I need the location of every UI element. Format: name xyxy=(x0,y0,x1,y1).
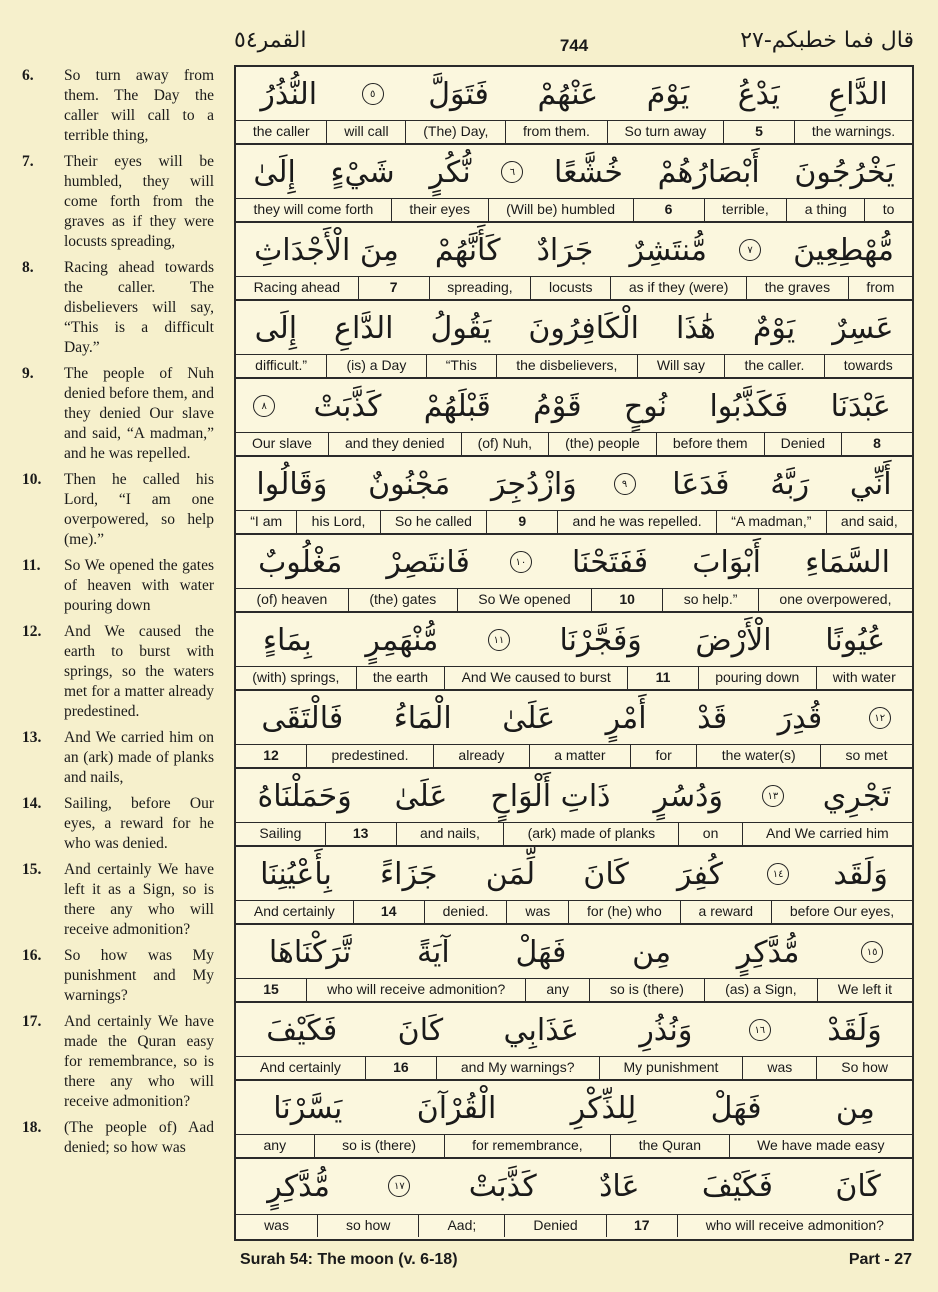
gloss-cell: from xyxy=(848,277,912,299)
gloss-cell: (The) Day, xyxy=(405,121,505,143)
gloss-cell: any xyxy=(525,979,589,1001)
gloss-cell: so help.” xyxy=(662,589,758,611)
verse-row xyxy=(236,1003,912,1081)
gloss-cell: the caller xyxy=(252,123,310,139)
arabic-word: قُدِرَ xyxy=(777,700,823,736)
gloss-cell: So turn away xyxy=(607,121,723,143)
arabic-word: وَنُذُرِ xyxy=(639,1012,693,1048)
verse-end-marker: ٨ xyxy=(253,395,275,417)
gloss-cell: before Our eyes, xyxy=(771,901,912,923)
verse-row xyxy=(236,1081,912,1159)
gloss-cell: one overpowered, xyxy=(758,589,912,611)
arabic-word: كَأَنَّهُمْ xyxy=(434,232,501,268)
translation-verse xyxy=(22,728,214,788)
verse-number: 15. xyxy=(22,861,42,878)
arabic-word: عَسِرٌ xyxy=(832,310,894,346)
gloss-cell: spreading, xyxy=(429,277,531,299)
arabic-word: مَجْنُونٌ xyxy=(368,466,451,502)
gloss-cell: (is) a Day xyxy=(326,355,425,377)
gloss-cell: locusts xyxy=(530,277,610,299)
gloss-cell: they will come forth xyxy=(253,201,374,217)
translation-verse xyxy=(22,860,214,940)
arabic-word: مِن xyxy=(835,1090,875,1126)
verse-row xyxy=(236,301,912,379)
arabic-word: يَخْرُجُونَ xyxy=(794,154,895,190)
gloss-verse-number: 14 xyxy=(353,901,424,923)
arabic-line xyxy=(236,925,912,979)
arabic-word: وَقَالُوا xyxy=(256,466,328,502)
arabic-word: خُشَّعًا xyxy=(554,154,623,190)
arabic-word: رَبَّهُ xyxy=(770,466,810,502)
arabic-line xyxy=(236,67,912,121)
gloss-verse-number: 7 xyxy=(358,277,429,299)
arabic-word: الْقُرْآنَ xyxy=(416,1090,497,1126)
verse-number: 14. xyxy=(22,795,42,812)
gloss-verse-number: 10 xyxy=(591,589,662,611)
verse-text: And certainly We have made the Quran easy for remembrance, so is there any who will receive admonition? xyxy=(64,1013,214,1110)
verse-row xyxy=(236,769,912,847)
gloss-cell: to xyxy=(864,199,912,221)
arabic-word: فَكَيْفَ xyxy=(266,1012,338,1048)
verse-row xyxy=(236,145,912,223)
verse-number: 9. xyxy=(22,365,34,382)
page-number: 744 xyxy=(559,36,589,55)
verse-text: Sailing, before Our eyes, a reward for he who was denied. xyxy=(64,795,214,852)
arabic-word: عَلَىٰ xyxy=(394,778,448,814)
gloss-cell: the graves xyxy=(746,277,848,299)
gloss-cell: the earth xyxy=(356,667,445,689)
arabic-word: مَغْلُوبٌ xyxy=(258,544,343,580)
gloss-cell: so is (there) xyxy=(314,1135,444,1157)
gloss-cell: their eyes xyxy=(391,199,488,221)
gloss-cell: for remembrance, xyxy=(444,1135,611,1157)
arabic-word: يَوْمَ xyxy=(646,76,690,112)
gloss-cell: was xyxy=(506,901,568,923)
arabic-word: قَدْ xyxy=(697,700,728,736)
arabic-word: مُّدَّكِرٍ xyxy=(267,1168,330,1204)
arabic-word: مِن xyxy=(632,934,672,970)
verse-number: 18. xyxy=(22,1119,42,1136)
gloss-line xyxy=(236,822,912,845)
gloss-cell: And certainly xyxy=(259,1059,341,1075)
gloss-line xyxy=(236,432,912,455)
arabic-word: كَذَّبَتْ xyxy=(468,1168,537,1204)
arabic-word: كَانَ xyxy=(835,1168,881,1204)
verse-text: And certainly We have left it as a Sign, so is there any who will receive admonition? xyxy=(64,861,214,938)
arabic-word: مُّنْهَمِرٍ xyxy=(365,622,439,658)
gloss-line xyxy=(236,900,912,923)
arabic-word: فَتَوَلَّ xyxy=(428,76,489,112)
gloss-cell: Our slave xyxy=(251,435,312,451)
arabic-line xyxy=(236,457,912,511)
gloss-verse-number: 16 xyxy=(365,1057,436,1079)
translation-verse xyxy=(22,946,214,1006)
arabic-word: شَيْءٍ xyxy=(330,154,395,190)
arabic-word: فَالْتَقَى xyxy=(261,700,344,736)
gloss-line xyxy=(236,744,912,767)
gloss-cell: towards xyxy=(824,355,912,377)
page-header xyxy=(234,28,914,62)
gloss-cell: and he was repelled. xyxy=(557,511,716,533)
verse-row xyxy=(236,223,912,301)
gloss-cell: We have made easy xyxy=(729,1135,912,1157)
gloss-cell: terrible, xyxy=(704,199,787,221)
arabic-word: فَدَعَا xyxy=(672,466,730,502)
juz-name-arabic: قال فما خطبكم-٢٧ xyxy=(740,28,914,53)
gloss-cell: pouring down xyxy=(698,667,816,689)
arabic-word: عَلَىٰ xyxy=(502,700,556,736)
arabic-word: مُّدَّكِرٍ xyxy=(736,934,800,970)
arabic-word: بِمَاءٍ xyxy=(262,622,312,658)
arabic-word: وَلَقَدْ xyxy=(827,1012,882,1048)
verse-text: Racing ahead towards the caller. The disbelievers will say, “This is a difficult Day.” xyxy=(64,259,214,356)
arabic-word: فَفَتَحْنَا xyxy=(572,544,649,580)
arabic-word: الدَّاعِ xyxy=(334,310,394,346)
gloss-line xyxy=(236,354,912,377)
verse-end-marker: ١٥ xyxy=(861,941,883,963)
arabic-word: نُوحٍ xyxy=(623,388,668,424)
verse-number: 17. xyxy=(22,1013,42,1030)
gloss-cell: with water xyxy=(816,667,913,689)
arabic-word: الْمَاءُ xyxy=(393,700,452,736)
verse-text: Then he called his Lord, “I am one overpowered, so help (me).” xyxy=(64,471,214,548)
gloss-cell: as if they (were) xyxy=(610,277,746,299)
gloss-cell: so met xyxy=(820,745,912,767)
arabic-word: وَفَجَّرْنَا xyxy=(559,622,642,658)
gloss-cell: And certainly xyxy=(253,903,335,919)
verse-text: So We opened the gates of heaven with water pouring down xyxy=(64,557,214,614)
verse-row xyxy=(236,379,912,457)
gloss-cell: who will receive admonition? xyxy=(306,979,525,1001)
page-footer xyxy=(240,1251,912,1273)
verse-end-marker: ١٠ xyxy=(510,551,532,573)
verse-text: So how was My punishment and My warnings? xyxy=(64,947,214,1004)
gloss-cell: before them xyxy=(656,433,764,455)
arabic-word: وَازْدُجِرَ xyxy=(490,466,577,502)
gloss-cell: the disbelievers, xyxy=(496,355,637,377)
gloss-cell: (of) Nuh, xyxy=(461,433,549,455)
arabic-word: مُّنتَشِرٌ xyxy=(629,232,707,268)
arabic-word: نُّكُرٍ xyxy=(429,154,471,190)
verse-row xyxy=(236,691,912,769)
arabic-word: مُّهْطِعِينَ xyxy=(793,232,894,268)
verse-end-marker: ١٧ xyxy=(388,1175,410,1197)
gloss-line xyxy=(236,198,912,221)
arabic-word: إِلَىٰ xyxy=(253,154,296,190)
arabic-word: جَزَاءً xyxy=(380,856,438,892)
verse-end-marker: ١١ xyxy=(488,629,510,651)
gloss-line xyxy=(236,666,912,689)
gloss-cell: Aad; xyxy=(418,1215,504,1237)
gloss-cell: And We carried him xyxy=(742,823,912,845)
verse-row xyxy=(236,535,912,613)
gloss-cell: for xyxy=(630,745,696,767)
verse-text: And We caused the earth to burst with springs, so the waters met for a matter already predestined. xyxy=(64,623,214,720)
arabic-word: السَّمَاءِ xyxy=(805,544,890,580)
verse-row xyxy=(236,613,912,691)
verse-text: So turn away from them. The Day the caller will call to a terrible thing, xyxy=(64,67,214,144)
gloss-line xyxy=(236,978,912,1001)
verse-text: (The people of) Aad denied; so how was xyxy=(64,1119,214,1156)
gloss-cell: the water(s) xyxy=(696,745,820,767)
translation-verse xyxy=(22,364,214,464)
verse-number: 8. xyxy=(22,259,34,276)
arabic-line xyxy=(236,145,912,199)
gloss-verse-number: 8 xyxy=(841,433,912,455)
arabic-word: يَوْمٌ xyxy=(752,310,796,346)
gloss-line xyxy=(236,588,912,611)
gloss-cell: So how xyxy=(816,1057,912,1079)
gloss-cell: “A madman,” xyxy=(716,511,826,533)
gloss-cell: so is (there) xyxy=(589,979,704,1001)
arabic-line xyxy=(236,223,912,277)
gloss-cell: (with) springs, xyxy=(252,669,340,685)
word-by-word-grid xyxy=(234,65,914,1241)
gloss-cell: the warnings. xyxy=(794,121,912,143)
arabic-word: لِّمَن xyxy=(485,856,536,892)
verse-end-marker: ٦ xyxy=(501,161,523,183)
gloss-cell: (of) heaven xyxy=(256,591,328,607)
gloss-cell: from them. xyxy=(505,121,607,143)
arabic-word: تَجْرِي xyxy=(822,778,891,814)
arabic-word: أَمْرٍ xyxy=(605,700,647,736)
gloss-cell: and they denied xyxy=(328,433,461,455)
translation-verse xyxy=(22,470,214,550)
gloss-cell: so how xyxy=(317,1215,418,1237)
arabic-word: كُفِرَ xyxy=(676,856,723,892)
gloss-cell: Sailing xyxy=(259,825,302,841)
arabic-word: لِلذِّكْرِ xyxy=(570,1090,637,1126)
arabic-word: النُّذُرُ xyxy=(260,76,318,112)
gloss-verse-number: 6 xyxy=(633,199,704,221)
translation-verse xyxy=(22,152,214,252)
arabic-word: بِأَعْيُنِنَا xyxy=(260,856,332,892)
arabic-word: أَبْصَارُهُمْ xyxy=(657,154,760,190)
gloss-cell: and said, xyxy=(826,511,912,533)
gloss-cell: on xyxy=(678,823,741,845)
verse-end-marker: ١٢ xyxy=(869,707,891,729)
gloss-cell: his Lord, xyxy=(296,511,379,533)
arabic-word: الْأَرْضَ xyxy=(695,622,772,658)
verse-number: 6. xyxy=(22,67,34,84)
gloss-cell: any xyxy=(263,1137,287,1153)
arabic-word: وَلَقَد xyxy=(833,856,888,892)
gloss-cell: will call xyxy=(326,121,405,143)
gloss-cell: was xyxy=(742,1057,816,1079)
part-footer-label: Part - 27 xyxy=(848,1251,912,1268)
verse-text: Their eyes will be humbled, they will come forth from the graves as if they were locusts spreading, xyxy=(64,153,214,250)
gloss-verse-number: 11 xyxy=(627,667,698,689)
gloss-cell: My punishment xyxy=(599,1057,743,1079)
gloss-cell: predestined. xyxy=(306,745,433,767)
arabic-word: فَانتَصِرْ xyxy=(386,544,470,580)
gloss-verse-number: 5 xyxy=(723,121,794,143)
gloss-cell: (as) a Sign, xyxy=(704,979,817,1001)
verse-row xyxy=(236,847,912,925)
gloss-cell: Will say xyxy=(637,355,725,377)
arabic-word: قَبْلَهُمْ xyxy=(423,388,491,424)
arabic-word: أَنِّي xyxy=(849,466,892,502)
verse-number: 16. xyxy=(22,947,42,964)
gloss-cell: So We opened xyxy=(457,589,591,611)
gloss-cell: and nails, xyxy=(396,823,504,845)
arabic-word: الدَّاعِ xyxy=(828,76,888,112)
verse-text: The people of Nuh denied before them, and they denied Our slave and said, “A madman,” and he was repelled. xyxy=(64,365,214,462)
gloss-line xyxy=(236,510,912,533)
gloss-cell: for (he) who xyxy=(568,901,680,923)
arabic-word: عَذَابِي xyxy=(503,1012,579,1048)
arabic-word: ذَاتِ أَلْوَاحٍ xyxy=(490,778,611,814)
gloss-verse-number: 12 xyxy=(263,747,279,763)
gloss-cell: (Will be) humbled xyxy=(488,199,633,221)
arabic-word: آيَةً xyxy=(416,934,450,970)
arabic-word: فَكَذَّبُوا xyxy=(709,388,789,424)
translation-verse xyxy=(22,258,214,358)
gloss-verse-number: 9 xyxy=(486,511,557,533)
arabic-word: عَنْهُمْ xyxy=(537,76,599,112)
verse-number: 11. xyxy=(22,557,41,574)
gloss-cell: difficult.” xyxy=(255,357,308,373)
gloss-line xyxy=(236,1214,912,1237)
gloss-cell: “I am xyxy=(250,513,283,529)
verse-row xyxy=(236,457,912,535)
arabic-word: إِلَى xyxy=(254,310,298,346)
gloss-cell: already xyxy=(433,745,529,767)
arabic-line xyxy=(236,301,912,355)
arabic-word: يَدْعُ xyxy=(737,76,780,112)
arabic-word: عُيُونًا xyxy=(825,622,886,658)
arabic-word: فَكَيْفَ xyxy=(701,1168,773,1204)
translation-verse xyxy=(22,1118,214,1158)
gloss-cell: the caller. xyxy=(724,355,823,377)
verse-end-marker: ٧ xyxy=(739,239,761,261)
arabic-word: أَبْوَابَ xyxy=(692,544,762,580)
arabic-word: كَذَّبَتْ xyxy=(313,388,382,424)
arabic-line xyxy=(236,535,912,589)
gloss-cell: a reward xyxy=(680,901,771,923)
arabic-word: هَٰذَا xyxy=(675,310,716,346)
gloss-cell: denied. xyxy=(424,901,507,923)
gloss-line xyxy=(236,276,912,299)
arabic-word: مِنَ الْأَجْدَاثِ xyxy=(254,232,399,268)
verse-number: 13. xyxy=(22,729,42,746)
gloss-cell: who will receive admonition? xyxy=(677,1215,912,1237)
gloss-cell: (ark) made of planks xyxy=(503,823,678,845)
arabic-word: فَهَلْ xyxy=(515,934,567,970)
gloss-cell: was xyxy=(264,1217,289,1233)
gloss-verse-number: 13 xyxy=(325,823,396,845)
gloss-cell: And We caused to burst xyxy=(444,667,627,689)
verse-row xyxy=(236,1159,912,1237)
translation-verse xyxy=(22,622,214,722)
gloss-cell: a matter xyxy=(529,745,630,767)
verse-end-marker: ٥ xyxy=(362,83,384,105)
gloss-line xyxy=(236,120,912,143)
arabic-line xyxy=(236,1003,912,1057)
arabic-line xyxy=(236,847,912,901)
translation-column xyxy=(22,66,214,1164)
gloss-cell: the Quran xyxy=(610,1135,728,1157)
gloss-cell: Denied xyxy=(504,1215,605,1237)
arabic-word: وَدُسُرٍ xyxy=(653,778,723,814)
arabic-line xyxy=(236,769,912,823)
verse-end-marker: ١٤ xyxy=(767,863,789,885)
translation-verse xyxy=(22,556,214,616)
surah-name-arabic: القمر٥٤ xyxy=(234,28,307,53)
arabic-word: يَقُولُ xyxy=(430,310,492,346)
verse-end-marker: ١٣ xyxy=(762,785,784,807)
gloss-verse-number: 15 xyxy=(263,981,279,997)
verse-row xyxy=(236,925,912,1003)
gloss-line xyxy=(236,1056,912,1079)
gloss-cell: We left it xyxy=(817,979,912,1001)
gloss-cell: Denied xyxy=(764,433,841,455)
arabic-word: تَّرَكْنَاهَا xyxy=(268,934,352,970)
arabic-line xyxy=(236,691,912,745)
arabic-word: عَادٌ xyxy=(599,1168,640,1204)
gloss-cell: “This xyxy=(426,355,497,377)
gloss-cell: and My warnings? xyxy=(436,1057,599,1079)
verse-row xyxy=(236,67,912,145)
gloss-cell: (the) people xyxy=(548,433,656,455)
translation-verse xyxy=(22,66,214,146)
arabic-line xyxy=(236,379,912,433)
arabic-word: كَانَ xyxy=(583,856,629,892)
gloss-cell: So he called xyxy=(380,511,487,533)
verse-text: And We carried him on an (ark) made of planks and nails, xyxy=(64,729,214,786)
arabic-word: قَوْمُ xyxy=(533,388,582,424)
translation-verse xyxy=(22,1012,214,1112)
arabic-word: وَحَمَلْنَاهُ xyxy=(257,778,352,814)
gloss-line xyxy=(236,1134,912,1157)
arabic-word: يَسَّرْنَا xyxy=(273,1090,343,1126)
verse-number: 7. xyxy=(22,153,34,170)
verse-number: 10. xyxy=(22,471,42,488)
arabic-word: كَانَ xyxy=(397,1012,444,1048)
gloss-cell: (the) gates xyxy=(348,589,457,611)
verse-end-marker: ١٦ xyxy=(749,1019,771,1041)
verse-number: 12. xyxy=(22,623,42,640)
arabic-word: عَبْدَنَا xyxy=(830,388,891,424)
arabic-line xyxy=(236,1159,912,1213)
verse-end-marker: ٩ xyxy=(614,473,636,495)
arabic-word: الْكَافِرُونَ xyxy=(528,310,639,346)
translation-verse xyxy=(22,794,214,854)
arabic-line xyxy=(236,613,912,667)
gloss-cell: Racing ahead xyxy=(253,279,341,295)
surah-footer-label: Surah 54: The moon (v. 6-18) xyxy=(240,1251,458,1268)
gloss-verse-number: 17 xyxy=(606,1215,677,1237)
arabic-word: جَرَادٌ xyxy=(536,232,594,268)
arabic-line xyxy=(236,1081,912,1135)
arabic-word: فَهَلْ xyxy=(710,1090,762,1126)
gloss-cell: a thing xyxy=(786,199,864,221)
